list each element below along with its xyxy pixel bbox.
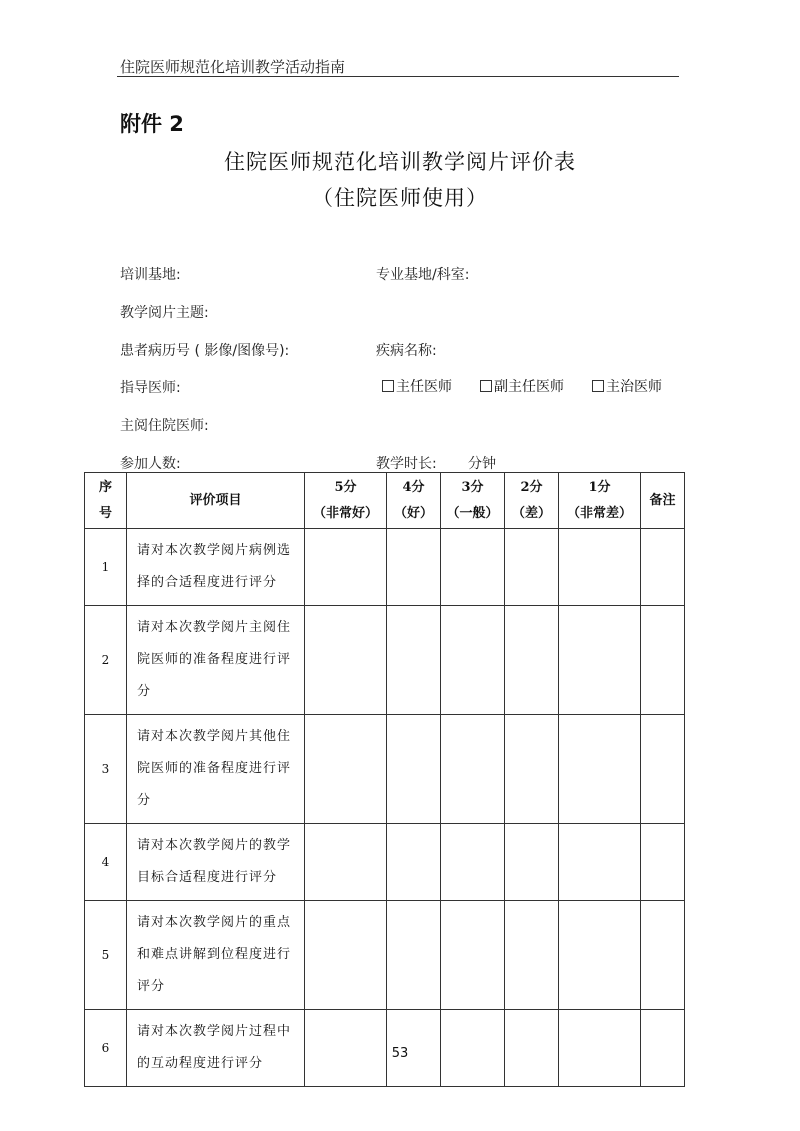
form-subtitle: （住院医师使用）: [312, 186, 488, 210]
score-1-cell[interactable]: [559, 901, 641, 1010]
score-5-cell[interactable]: [305, 715, 387, 824]
checkbox-icon[interactable]: [382, 380, 394, 392]
score-5-cell[interactable]: [305, 606, 387, 715]
row-number: 6: [85, 1010, 127, 1087]
score-1-cell[interactable]: [559, 715, 641, 824]
row-number: 5: [85, 901, 127, 1010]
checkbox-icon[interactable]: [480, 380, 492, 392]
option-label: 主治医师: [606, 379, 662, 395]
evaluation-table: [84, 472, 685, 1087]
header-score-5: 5分 （非常好）: [305, 473, 387, 529]
remark-cell[interactable]: [641, 901, 685, 1010]
score-1-cell[interactable]: [559, 606, 641, 715]
header-score-2: 2分 （差）: [505, 473, 559, 529]
score-3-cell[interactable]: [441, 824, 505, 901]
disease-name-field: 疾病名称:: [376, 343, 437, 359]
instructor-field: 指导医师:: [120, 380, 181, 396]
score-1-cell[interactable]: [559, 824, 641, 901]
remark-cell[interactable]: [641, 715, 685, 824]
score-3-cell[interactable]: [441, 715, 505, 824]
training-base-field: 培训基地:: [120, 267, 181, 283]
score-3-cell[interactable]: [441, 529, 505, 606]
table-row: [85, 824, 685, 901]
row-item: 请对本次教学阅片的重点和难点讲解到位程度进行评分: [127, 901, 305, 1010]
checkbox-icon[interactable]: [592, 380, 604, 392]
form-title: 住院医师规范化培训教学阅片评价表: [224, 150, 576, 174]
header-seq: 序 号: [85, 473, 127, 529]
score-2-cell[interactable]: [505, 824, 559, 901]
duration-unit: 分钟: [468, 456, 496, 472]
row-number: 2: [85, 606, 127, 715]
score-2-cell[interactable]: [505, 606, 559, 715]
score-4-cell[interactable]: [387, 529, 441, 606]
specialty-base-field: 专业基地/科室:: [376, 267, 470, 283]
option-attending-physician[interactable]: [592, 376, 662, 396]
row-item: 请对本次教学阅片的教学目标合适程度进行评分: [127, 824, 305, 901]
table-row: [85, 529, 685, 606]
score-4-cell[interactable]: [387, 715, 441, 824]
score-5-cell[interactable]: [305, 824, 387, 901]
table-row: [85, 901, 685, 1010]
score-5-cell[interactable]: [305, 529, 387, 606]
instructor-title-options: [382, 376, 662, 396]
score-2-cell[interactable]: [505, 901, 559, 1010]
option-label: 主任医师: [396, 379, 452, 395]
row-item: 请对本次教学阅片病例选择的合适程度进行评分: [127, 529, 305, 606]
header-score-3: 3分 （一般）: [441, 473, 505, 529]
score-4-cell[interactable]: [387, 606, 441, 715]
attachment-label: 附件 2: [120, 112, 184, 136]
header-score-1: 1分 （非常差）: [559, 473, 641, 529]
row-number: 3: [85, 715, 127, 824]
duration-field: 教学时长:: [376, 456, 437, 472]
score-4-cell[interactable]: [387, 901, 441, 1010]
page-number: 53: [391, 1046, 409, 1061]
row-item: 请对本次教学阅片主阅住院医师的准备程度进行评分: [127, 606, 305, 715]
remark-cell[interactable]: [641, 824, 685, 901]
header-score-4: 4分 （好）: [387, 473, 441, 529]
score-4-cell[interactable]: [387, 824, 441, 901]
row-number: 1: [85, 529, 127, 606]
remark-cell[interactable]: [641, 606, 685, 715]
score-2-cell[interactable]: [505, 529, 559, 606]
table-header-row: [85, 473, 685, 529]
score-1-cell[interactable]: [559, 529, 641, 606]
participants-field: 参加人数:: [120, 456, 181, 472]
row-item: 请对本次教学阅片过程中的互动程度进行评分: [127, 1010, 305, 1087]
header-remark: 备注: [641, 473, 685, 529]
score-2-cell[interactable]: [505, 715, 559, 824]
main-resident-field: 主阅住院医师:: [120, 418, 209, 434]
option-label: 副主任医师: [494, 379, 564, 395]
patient-record-field: 患者病历号 ( 影像/图像号):: [120, 343, 290, 359]
header-item: 评价项目: [127, 473, 305, 529]
row-number: 4: [85, 824, 127, 901]
topic-field: 教学阅片主题:: [120, 305, 209, 321]
score-5-cell[interactable]: [305, 901, 387, 1010]
option-chief-physician[interactable]: [382, 376, 452, 396]
score-3-cell[interactable]: [441, 901, 505, 1010]
score-3-cell[interactable]: [441, 606, 505, 715]
option-associate-chief-physician[interactable]: [480, 376, 564, 396]
table-row: [85, 606, 685, 715]
running-header: 住院医师规范化培训教学活动指南: [120, 58, 346, 76]
row-item: 请对本次教学阅片其他住院医师的准备程度进行评分: [127, 715, 305, 824]
table-row: [85, 715, 685, 824]
header-rule: [117, 76, 679, 77]
remark-cell[interactable]: [641, 529, 685, 606]
